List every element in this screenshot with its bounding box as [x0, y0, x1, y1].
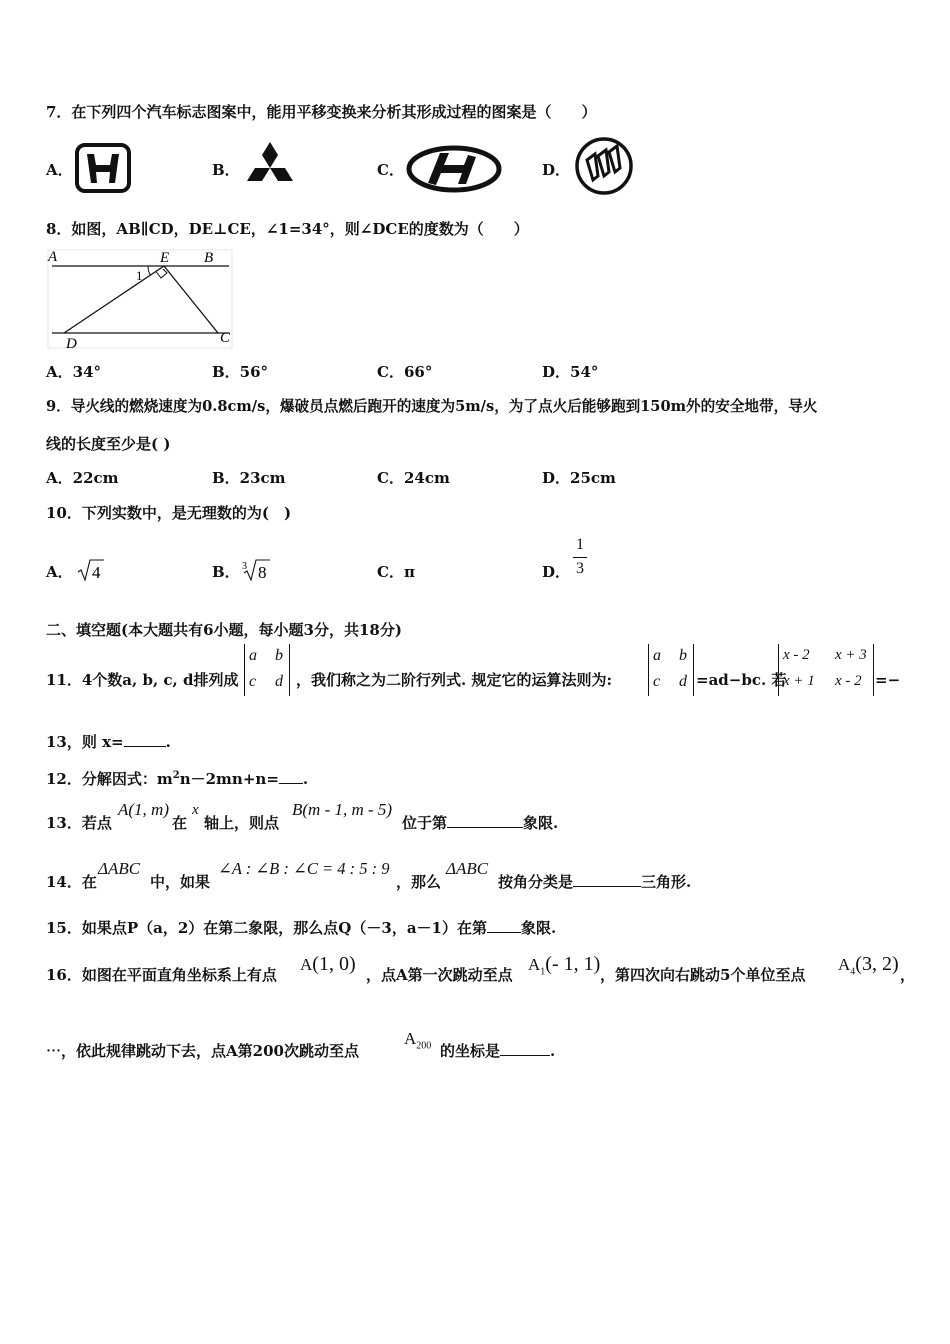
- det2-a: a: [653, 647, 661, 664]
- q15-end: 象限.: [520, 919, 557, 937]
- q11-part1: 11．4个数a, b, c, d排列成: [46, 671, 239, 689]
- det2-b: b: [679, 647, 687, 664]
- q16-post-text: 的坐标是: [440, 1042, 501, 1060]
- q15-body: 15．如果点P（a，2）在第二象限，那么点Q（－3，a－1）在第: [46, 919, 487, 937]
- det3-x-minus-2b: x - 2: [835, 673, 862, 689]
- q12-end: .: [302, 770, 309, 788]
- q14-mid3-line: [498, 872, 691, 892]
- q16-a1-sub: 1: [540, 966, 546, 978]
- q8-option-b: B．56°: [212, 363, 269, 381]
- q9-option-b: B．23cm: [212, 469, 286, 487]
- q7-option-a: A．: [46, 161, 73, 179]
- q16-a1-coord: (- 1, 1): [545, 953, 601, 975]
- q13-axis: x: [192, 802, 199, 818]
- q11-det3: [778, 644, 874, 696]
- q9-option-a: A．22cm: [46, 469, 119, 487]
- q7-option-c: C．: [377, 161, 404, 179]
- q11-det2: [648, 644, 694, 696]
- q7-option-b: B．: [212, 161, 240, 179]
- q16-a4-sub: 4: [850, 966, 856, 978]
- fig-label-a: A: [48, 249, 58, 265]
- q12-post: n－2mn+n=: [179, 770, 279, 788]
- fig-label-angle1: 1: [136, 268, 143, 283]
- q14-triangle-2: ΔABC: [446, 859, 489, 878]
- q10-cbrt8: [240, 556, 272, 584]
- q16-a: A: [300, 955, 313, 974]
- det2-c: c: [653, 673, 661, 690]
- det1-b: b: [275, 647, 283, 664]
- q16-point-a4: [838, 953, 899, 977]
- q7-option-d: D．: [542, 161, 571, 179]
- q14-blank[interactable]: [573, 872, 641, 887]
- q14-mid2: ，那么: [396, 873, 442, 891]
- q14-mid3: 按角分类是: [498, 873, 574, 891]
- q8-option-c: C．66°: [377, 363, 433, 381]
- q10-b-radicand: 8: [258, 563, 267, 582]
- q16-a1: A: [528, 955, 541, 974]
- q16-a-coord: (1, 0): [312, 953, 356, 975]
- q16-a200: A: [404, 1029, 417, 1048]
- q16-point-a200: [404, 1029, 431, 1051]
- q11-det1: [244, 644, 290, 696]
- q10-option-c: C．π: [377, 563, 415, 581]
- q11-end: .: [165, 733, 171, 751]
- hyundai-logo: [406, 144, 502, 194]
- q11-part2: ，我们称之为二阶行列式. 规定它的运算法则为:: [296, 671, 612, 689]
- q11-cont-text: 13，则 x=: [46, 733, 124, 751]
- q14-ratio: ∠A : ∠B : ∠C = 4 : 5 : 9: [218, 859, 390, 878]
- det1-a: a: [249, 647, 257, 664]
- q10-b-index: 3: [242, 561, 247, 572]
- q14-mid1: 中，如果: [150, 873, 211, 891]
- fig-label-b: B: [204, 250, 214, 266]
- q12-text: [46, 766, 308, 789]
- q16-pre: 16．如图在平面直角坐标系上有点: [46, 966, 277, 984]
- q11-cont: [46, 732, 171, 752]
- q8-option-d: D．54°: [542, 363, 599, 381]
- det2-d: d: [679, 673, 687, 690]
- q14-triangle: ΔABC: [98, 859, 141, 878]
- det3-x-plus-3: x + 3: [835, 647, 867, 663]
- q12-blank[interactable]: [279, 769, 303, 784]
- q16-blank[interactable]: [500, 1041, 550, 1056]
- q10-d-numerator: 1: [576, 536, 584, 553]
- det3-x-plus-1: x + 1: [783, 673, 815, 689]
- q16-point-a: [300, 953, 356, 976]
- q10-option-a: A．: [46, 563, 73, 581]
- q7-text: 7．在下列四个汽车标志图案中，能用平移变换来分析其形成过程的图案是（ ）: [46, 103, 597, 121]
- q13-mid2: 轴上，则点: [204, 814, 280, 832]
- q16-mid2: ，第四次向右跳动5个单位至点: [600, 966, 806, 984]
- q16-line2-post: [440, 1041, 555, 1061]
- q9-option-c: C．24cm: [377, 469, 450, 487]
- q15-text: [46, 918, 556, 938]
- fig-label-d: D: [66, 336, 77, 352]
- q11-blank[interactable]: [124, 732, 166, 747]
- q13-end: 象限.: [523, 814, 559, 832]
- q10-fraction: [572, 536, 588, 578]
- mitsubishi-logo: [240, 140, 300, 194]
- q13-point-a: A(1, m): [118, 800, 169, 819]
- q16-point-a1: [528, 953, 600, 977]
- q13-point-b: B(m - 1, m - 5): [292, 800, 393, 819]
- det1-c: c: [249, 673, 257, 690]
- q11-part4: =−: [875, 671, 901, 689]
- q14-end: 三角形.: [641, 873, 692, 891]
- q9-line2: 线的长度至少是( ): [46, 435, 171, 453]
- q13-mid1: 在: [172, 814, 188, 832]
- q10-text: 10．下列实数中，是无理数的为( ): [46, 504, 292, 522]
- q9-line1: 9．导火线的燃烧速度为0.8cm/s，爆破员点燃后跑开的速度为5m/s，为了点火后能够跑到150m外的安全地带，导火: [46, 398, 818, 415]
- q16-a4: A: [838, 955, 851, 974]
- section-2-heading: 二、填空题(本大题共有6小题，每小题3分，共18分): [46, 621, 402, 639]
- honda-logo: [74, 142, 132, 194]
- q11-part3: =ad−bc. 若: [696, 671, 787, 689]
- q14-pre: 14．在: [46, 873, 97, 891]
- q16-end2: .: [550, 1042, 556, 1060]
- fig-label-e: E: [160, 250, 170, 266]
- q8-option-a: A．34°: [46, 363, 102, 381]
- det3-x-minus-2: x - 2: [783, 647, 810, 663]
- q13-pre: 13．若点: [46, 814, 112, 832]
- q16-a4-coord: (3, 2): [855, 953, 899, 975]
- q10-option-b: B．: [212, 563, 240, 581]
- q16-mid1: ，点A第一次跳动至点: [366, 966, 513, 984]
- q13-mid3-line: [402, 813, 558, 833]
- q10-d-denominator: 3: [576, 560, 584, 577]
- q10-option-d: D．: [542, 563, 571, 581]
- q10-a-radicand: 4: [92, 563, 101, 582]
- q16-a200-sub: 200: [416, 1040, 432, 1052]
- q8-figure: [44, 248, 234, 352]
- q13-mid3: 位于第: [402, 814, 448, 832]
- q12-sup: 2: [172, 770, 180, 781]
- q10-sqrt4: [76, 556, 106, 584]
- q8-text: 8．如图，AB∥CD，DE⊥CE，∠1=34°，则∠DCE的度数为（ ）: [46, 220, 529, 238]
- buick-logo: [574, 136, 634, 196]
- fig-label-c: C: [220, 330, 231, 346]
- q13-blank[interactable]: [447, 813, 523, 828]
- q16-end1: ，: [900, 966, 916, 984]
- det1-d: d: [275, 673, 283, 690]
- q16-line2-pre: ⋯，依此规律跳动下去，点A第200次跳动至点: [46, 1042, 359, 1060]
- q15-blank[interactable]: [487, 918, 521, 933]
- q12-pre: 12．分解因式：m: [46, 770, 173, 788]
- q9-option-d: D．25cm: [542, 469, 616, 487]
